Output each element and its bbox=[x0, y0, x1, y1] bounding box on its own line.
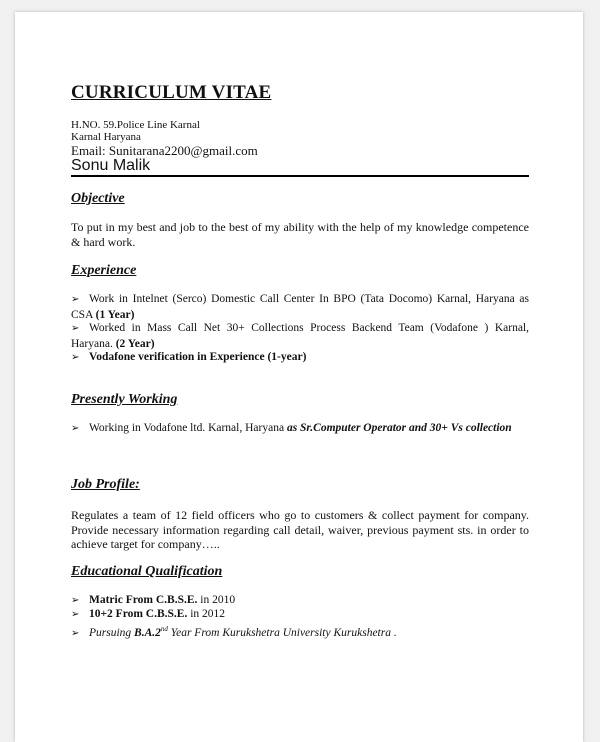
education-item-degree: B.A.2 bbox=[134, 626, 161, 639]
presently-working-text bbox=[71, 421, 529, 437]
education-item-institution: Year From Kurukshetra University Kurukshetra . bbox=[167, 626, 397, 639]
address-line-2: Karnal Haryana bbox=[71, 131, 141, 143]
document-title: CURRICULUM VITAE bbox=[71, 82, 272, 103]
experience-item-duration: (1 Year) bbox=[95, 308, 135, 321]
education-item bbox=[71, 622, 529, 641]
education-heading: Educational Qualification bbox=[71, 564, 223, 579]
education-item-degree: Matric From C.B.S.E. bbox=[89, 594, 198, 606]
arrow-bullet-icon: ➢ bbox=[71, 609, 80, 620]
presently-working-plain: Working in Vodafone ltd. Karnal, Haryana bbox=[89, 422, 287, 434]
experience-item-text: Worked in Mass Call Net 30+ Collections Process Backend Team (Vodafone ) Karnal, Haryana. bbox=[71, 322, 529, 350]
education-item-degree: 10+2 From C.B.S.E. bbox=[89, 608, 188, 620]
experience-item-duration: (2 Year) bbox=[115, 337, 155, 350]
experience-item bbox=[71, 350, 529, 366]
education-item bbox=[71, 607, 529, 623]
candidate-name: Sonu Malik bbox=[71, 157, 151, 174]
arrow-bullet-icon: ➢ bbox=[71, 352, 80, 363]
header-divider bbox=[71, 175, 529, 177]
presently-working-heading: Presently Working bbox=[71, 392, 178, 407]
experience-heading: Experience bbox=[71, 263, 137, 278]
objective-text: To put in my best and job to the best of my ability with the help of my knowledge competence & hard work. bbox=[71, 220, 529, 249]
document-page bbox=[15, 12, 583, 742]
education-item-prefix: Pursuing bbox=[89, 626, 135, 639]
experience-item bbox=[71, 321, 529, 351]
arrow-bullet-icon: ➢ bbox=[71, 595, 80, 606]
experience-item-bold-text: Vodafone verification in Experience (1-year) bbox=[89, 351, 307, 363]
arrow-bullet-icon: ➢ bbox=[71, 294, 80, 305]
education-item-superscript: nd bbox=[160, 625, 168, 633]
presently-working-role: as Sr.Computer Operator and 30+ Vs collection bbox=[286, 422, 512, 434]
email-line: Email: Sunitarana2200@gmail.com bbox=[71, 143, 258, 158]
objective-heading: Objective bbox=[71, 191, 125, 206]
arrow-bullet-icon: ➢ bbox=[71, 627, 80, 639]
job-profile-heading: Job Profile: bbox=[71, 477, 140, 492]
experience-item bbox=[71, 292, 529, 322]
education-item-year: in 2012 bbox=[187, 608, 226, 620]
experience-item-text: Work in Intelnet (Serco) Domestic Call Center In BPO (Tata Docomo) Karnal, Haryana as CSA bbox=[71, 293, 529, 321]
arrow-bullet-icon: ➢ bbox=[71, 423, 80, 434]
job-profile-text: Regulates a team of 12 field officers who go to customers & collect payment for company. Provide necessary information regarding call detail, waiver, previous payment sts. in order to achieve target for company….. bbox=[71, 508, 529, 551]
address-line-1: H.NO. 59.Police Line Karnal bbox=[71, 119, 200, 131]
education-item-year: in 2010 bbox=[197, 594, 236, 606]
arrow-bullet-icon: ➢ bbox=[71, 323, 80, 334]
